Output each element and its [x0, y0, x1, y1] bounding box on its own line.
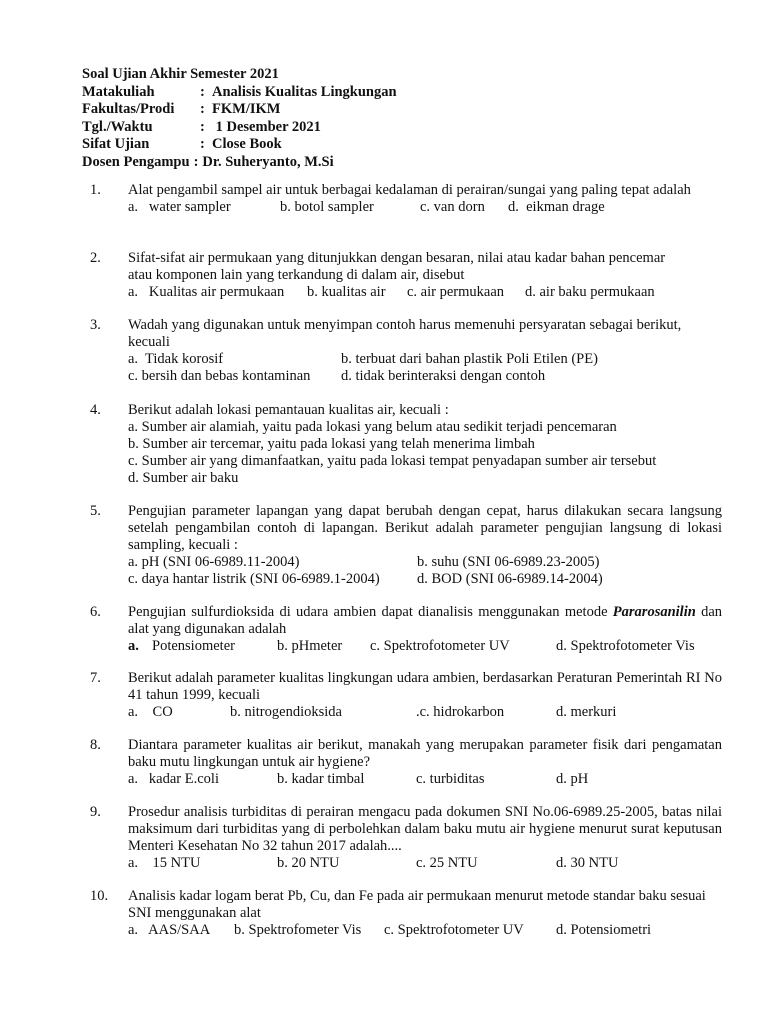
- option-c: c. air permukaan: [407, 284, 505, 300]
- option-row: [128, 771, 722, 788]
- header-value-exam-type: Close Book: [212, 136, 282, 152]
- option-a: Potensiometer: [152, 638, 235, 654]
- question-number: 3.: [90, 317, 101, 333]
- question-text: Prosedur analisis turbiditas di perairan mengacu pada dokumen SNI No.06-6989.25-2005, batas nilai maksimum dari turbiditas yang di perbolehkan dalam baku mutu air hygiene menurut surat keputusan Menteri Kesehatan No 32 tahun 2017 adalah....: [128, 804, 722, 854]
- option-row: [128, 199, 722, 216]
- option-a: a. water sampler: [128, 199, 231, 215]
- option-row: [128, 368, 722, 385]
- option-a: a. kadar E.coli: [128, 771, 219, 787]
- exam-header: [82, 66, 682, 171]
- option-c: c. Spektrofotometer UV: [370, 638, 510, 654]
- header-value-faculty: FKM/IKM: [212, 101, 281, 117]
- header-sep: :: [200, 118, 205, 135]
- question-text: Diantara parameter kualitas air berikut, manakah yang merupakan parameter fisik dari pengamatan baku mutu lingkungan untuk air hygiene?: [128, 737, 722, 770]
- option-d: d. pH: [556, 771, 589, 787]
- option-d: d. eikman drage: [508, 199, 605, 215]
- option-c: c. 25 NTU: [416, 855, 478, 871]
- option-b: b. suhu (SNI 06-6989.23-2005): [417, 554, 600, 570]
- header-sep: :: [200, 101, 205, 117]
- question-text: Sifat-sifat air permukaan yang ditunjukkan dengan besaran, nilai atau kadar bahan pencemar atau komponen lain yang terkandung di dalam air, disebut: [128, 250, 666, 283]
- option-a: a. Sumber air alamiah, yaitu pada lokasi yang belum atau sedikit terjadi pencemaran: [128, 419, 617, 435]
- question-number: 4.: [90, 402, 101, 418]
- header-label-faculty: Fakultas/Prodi: [82, 101, 175, 117]
- method-name: Pararosanilin: [612, 604, 696, 620]
- option-b: b. terbuat dari bahan plastik Poli Etilen (PE): [341, 351, 598, 367]
- exam-title: Soal Ujian Akhir Semester 2021: [82, 66, 279, 82]
- header-sep: :: [200, 136, 205, 152]
- header-sep: :: [193, 153, 199, 170]
- header-value-date: 1 Desember 2021: [212, 118, 321, 135]
- option-b: b. pHmeter: [277, 638, 343, 654]
- option-b: b. Sumber air tercemar, yaitu pada lokasi yang telah menerima limbah: [128, 436, 535, 452]
- option-c: c. Sumber air yang dimanfaatkan, yaitu pada lokasi tempat penyadapan sumber air tersebut: [128, 453, 657, 469]
- option-c: .c. hidrokarbon: [416, 704, 505, 720]
- question-3: [90, 317, 722, 385]
- option-row: [128, 351, 722, 368]
- option-b: b. kadar timbal: [277, 771, 365, 787]
- header-value-course: Analisis Kualitas Lingkungan: [212, 83, 397, 100]
- question-text: Alat pengambil sampel air untuk berbagai kedalaman di perairan/sungai yang paling tepat adalah: [128, 182, 691, 198]
- option-a: a. 15 NTU: [128, 855, 201, 871]
- header-label-exam-type: Sifat Ujian: [82, 136, 150, 152]
- option-c: c. daya hantar listrik (SNI 06-6989.1-2004): [128, 571, 380, 587]
- option-d: d. BOD (SNI 06-6989.14-2004): [417, 571, 603, 587]
- header-value-lecturer: Dr. Suheryanto, M.Si: [202, 153, 334, 170]
- option-b: b. Spektrofometer Vis: [234, 922, 362, 938]
- question-text: Analisis kadar logam berat Pb, Cu, dan Fe pada air permukaan menurut metode standar baku sesuai SNI menggunakan alat: [128, 888, 706, 921]
- option-c: c. van dorn: [420, 199, 485, 215]
- option-a-marker: a.: [128, 638, 139, 654]
- question-7: [90, 670, 722, 721]
- option-b: b. nitrogendioksida: [230, 704, 342, 720]
- header-sep: :: [200, 83, 205, 100]
- header-row-faculty: [82, 101, 682, 119]
- question-10: [90, 888, 722, 939]
- question-text-after: dan alat yang digunakan adalah: [128, 604, 723, 637]
- question-4: [90, 402, 722, 487]
- option-a: a. Tidak korosif: [128, 351, 224, 367]
- question-text: Berikut adalah parameter kualitas lingkungan udara ambien, berdasarkan Peraturan Pemerintah RI No 41 tahun 1999, kecuali: [128, 670, 722, 703]
- option-row: [128, 922, 722, 939]
- question-8: [90, 737, 722, 788]
- question-2: [90, 250, 722, 301]
- question-number: 5.: [90, 503, 101, 519]
- header-label-date: Tgl./Waktu: [82, 118, 153, 135]
- option-d: d. Sumber air baku: [128, 470, 239, 486]
- option-b: b. botol sampler: [280, 199, 374, 215]
- option-d: d. tidak berinteraksi dengan contoh: [341, 368, 546, 384]
- question-number: 2.: [90, 250, 101, 266]
- question-number: 8.: [90, 737, 101, 753]
- option-row: [128, 638, 722, 655]
- question-1: [90, 182, 722, 216]
- option-c: c. Spektrofotometer UV: [384, 922, 524, 938]
- header-row-date: [82, 119, 682, 137]
- question-5: [90, 503, 722, 588]
- option-d: d. merkuri: [556, 704, 617, 720]
- option-d: d. Spektrofotometer Vis: [556, 638, 695, 654]
- question-text: Berikut adalah lokasi pemantauan kualitas air, kecuali :: [128, 402, 449, 418]
- option-row: [128, 571, 722, 588]
- question-number: 7.: [90, 670, 101, 686]
- header-label-course: Matakuliah: [82, 83, 155, 100]
- option-a: a. pH (SNI 06-6989.11-2004): [128, 554, 300, 570]
- question-text: [128, 604, 722, 638]
- question-number: 9.: [90, 804, 101, 820]
- option-a: a. AAS/SAA: [128, 922, 211, 938]
- question-number: 1.: [90, 182, 101, 198]
- option-c: c. bersih dan bebas kontaminan: [128, 368, 311, 384]
- header-row-lecturer: [82, 154, 682, 172]
- option-a: a. Kualitas air permukaan: [128, 284, 285, 300]
- option-b: b. kualitas air: [307, 284, 386, 300]
- question-text: Wadah yang digunakan untuk menyimpan contoh harus memenuhi persyaratan sebagai berikut, kecuali: [128, 317, 682, 350]
- question-6: [90, 604, 722, 655]
- option-c: c. turbiditas: [416, 771, 485, 787]
- question-text: Pengujian parameter lapangan yang dapat berubah dengan cepat, harus dilakukan secara langsung setelah pengambilan contoh di lapangan. Berikut adalah parameter pengujian langsung di lokasi sampling, kecuali :: [128, 503, 722, 553]
- option-row: [128, 855, 722, 872]
- question-number: 10.: [90, 888, 109, 904]
- option-d: d. air baku permukaan: [525, 284, 655, 300]
- question-9: [90, 804, 722, 872]
- option-row: [128, 704, 722, 721]
- option-row: [128, 554, 722, 571]
- header-label-lecturer: Dosen Pengampu: [82, 153, 190, 170]
- option-d: d. Potensiometri: [556, 922, 652, 938]
- option-d: d. 30 NTU: [556, 855, 619, 871]
- header-row-course: [82, 84, 682, 102]
- question-number: 6.: [90, 604, 101, 620]
- question-text-before: Pengujian sulfurdioksida di udara ambien dapat dianalisis menggunakan metode: [128, 604, 608, 620]
- header-row-exam-type: [82, 136, 682, 154]
- exam-title-row: [82, 66, 682, 84]
- option-b: b. 20 NTU: [277, 855, 340, 871]
- option-a: a. CO: [128, 704, 173, 720]
- option-row: [128, 284, 722, 301]
